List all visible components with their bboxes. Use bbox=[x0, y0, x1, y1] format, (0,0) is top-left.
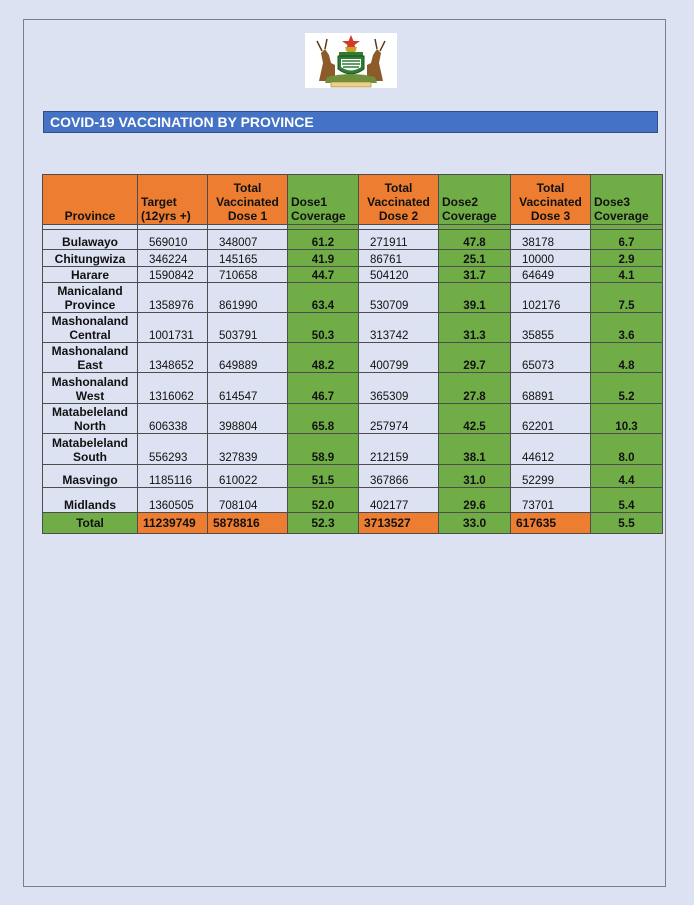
target-cell: 1590842 bbox=[138, 267, 208, 283]
dose2-total-cell: 367866 bbox=[359, 465, 439, 488]
dose1-coverage-cell: 44.7 bbox=[288, 267, 359, 283]
province-cell: Midlands bbox=[43, 488, 138, 513]
dose2-coverage-cell: 42.5 bbox=[439, 404, 511, 434]
report-title: COVID-19 VACCINATION BY PROVINCE bbox=[43, 111, 658, 133]
dose1-total-cell: 610022 bbox=[208, 465, 288, 488]
dose1-total-cell: 503791 bbox=[208, 313, 288, 343]
dose3-coverage-cell: 4.4 bbox=[591, 465, 663, 488]
dose1-total-cell: 327839 bbox=[208, 434, 288, 465]
dose2-total-cell: 365309 bbox=[359, 373, 439, 404]
dose3-total-cell: 73701 bbox=[511, 488, 591, 513]
header-dose1-total: Total Vaccinated Dose 1 bbox=[208, 175, 288, 225]
province-cell: Bulawayo bbox=[43, 230, 138, 250]
table-row bbox=[43, 313, 663, 343]
province-cell: Masvingo bbox=[43, 465, 138, 488]
province-cell: Mashonaland West bbox=[43, 373, 138, 404]
target-cell: 569010 bbox=[138, 230, 208, 250]
total-dose1: 5878816 bbox=[208, 513, 288, 534]
dose2-total-cell: 257974 bbox=[359, 404, 439, 434]
dose2-total-cell: 504120 bbox=[359, 267, 439, 283]
dose2-total-cell: 271911 bbox=[359, 230, 439, 250]
dose2-total-cell: 212159 bbox=[359, 434, 439, 465]
dose2-coverage-cell: 39.1 bbox=[439, 283, 511, 313]
dose2-coverage-cell: 29.6 bbox=[439, 488, 511, 513]
dose3-coverage-cell: 6.7 bbox=[591, 230, 663, 250]
dose2-coverage-cell: 27.8 bbox=[439, 373, 511, 404]
table-row bbox=[43, 465, 663, 488]
dose3-coverage-cell: 2.9 bbox=[591, 250, 663, 267]
dose1-coverage-cell: 58.9 bbox=[288, 434, 359, 465]
table-row bbox=[43, 267, 663, 283]
province-cell: Harare bbox=[43, 267, 138, 283]
dose2-coverage-cell: 38.1 bbox=[439, 434, 511, 465]
table-row bbox=[43, 283, 663, 313]
target-cell: 1348652 bbox=[138, 343, 208, 373]
target-cell: 556293 bbox=[138, 434, 208, 465]
dose1-total-cell: 398804 bbox=[208, 404, 288, 434]
table-row bbox=[43, 250, 663, 267]
target-cell: 606338 bbox=[138, 404, 208, 434]
table-row bbox=[43, 230, 663, 250]
dose1-coverage-cell: 51.5 bbox=[288, 465, 359, 488]
total-dose2: 3713527 bbox=[359, 513, 439, 534]
dose2-total-cell: 313742 bbox=[359, 313, 439, 343]
target-cell: 1185116 bbox=[138, 465, 208, 488]
dose3-total-cell: 64649 bbox=[511, 267, 591, 283]
province-cell: Matabeleland South bbox=[43, 434, 138, 465]
dose1-total-cell: 614547 bbox=[208, 373, 288, 404]
dose2-coverage-cell: 31.7 bbox=[439, 267, 511, 283]
total-row bbox=[43, 513, 663, 534]
dose3-total-cell: 10000 bbox=[511, 250, 591, 267]
header-dose3-coverage: Dose3 Coverage bbox=[591, 175, 663, 225]
dose2-total-cell: 86761 bbox=[359, 250, 439, 267]
dose1-total-cell: 708104 bbox=[208, 488, 288, 513]
target-cell: 1001731 bbox=[138, 313, 208, 343]
header-dose3-total: Total Vaccinated Dose 3 bbox=[511, 175, 591, 225]
dose3-coverage-cell: 4.8 bbox=[591, 343, 663, 373]
dose3-coverage-cell: 8.0 bbox=[591, 434, 663, 465]
dose3-total-cell: 38178 bbox=[511, 230, 591, 250]
table-row bbox=[43, 404, 663, 434]
total-dose3: 617635 bbox=[511, 513, 591, 534]
dose1-coverage-cell: 48.2 bbox=[288, 343, 359, 373]
dose1-total-cell: 861990 bbox=[208, 283, 288, 313]
province-cell: Mashonaland East bbox=[43, 343, 138, 373]
vaccination-table bbox=[42, 174, 663, 534]
dose1-coverage-cell: 50.3 bbox=[288, 313, 359, 343]
zimbabwe-coat-of-arms-icon bbox=[305, 33, 397, 88]
table-row bbox=[43, 488, 663, 513]
dose1-total-cell: 710658 bbox=[208, 267, 288, 283]
dose3-total-cell: 52299 bbox=[511, 465, 591, 488]
dose1-coverage-cell: 52.0 bbox=[288, 488, 359, 513]
dose1-total-cell: 649889 bbox=[208, 343, 288, 373]
target-cell: 346224 bbox=[138, 250, 208, 267]
dose2-total-cell: 530709 bbox=[359, 283, 439, 313]
dose2-total-cell: 400799 bbox=[359, 343, 439, 373]
dose2-coverage-cell: 31.3 bbox=[439, 313, 511, 343]
header-row bbox=[43, 175, 663, 225]
province-cell: Manicaland Province bbox=[43, 283, 138, 313]
dose3-total-cell: 35855 bbox=[511, 313, 591, 343]
dose1-coverage-cell: 41.9 bbox=[288, 250, 359, 267]
dose1-coverage-cell: 63.4 bbox=[288, 283, 359, 313]
province-cell: Matabeleland North bbox=[43, 404, 138, 434]
table-row bbox=[43, 343, 663, 373]
dose3-total-cell: 62201 bbox=[511, 404, 591, 434]
header-dose2-total: Total Vaccinated Dose 2 bbox=[359, 175, 439, 225]
total-dose1-coverage: 52.3 bbox=[288, 513, 359, 534]
province-cell: Mashonaland Central bbox=[43, 313, 138, 343]
header-dose2-coverage: Dose2 Coverage bbox=[439, 175, 511, 225]
dose1-coverage-cell: 46.7 bbox=[288, 373, 359, 404]
total-target: 11239749 bbox=[138, 513, 208, 534]
dose3-total-cell: 102176 bbox=[511, 283, 591, 313]
total-dose2-coverage: 33.0 bbox=[439, 513, 511, 534]
dose1-coverage-cell: 65.8 bbox=[288, 404, 359, 434]
dose1-total-cell: 145165 bbox=[208, 250, 288, 267]
header-target: Target (12yrs +) bbox=[138, 175, 208, 225]
dose3-coverage-cell: 3.6 bbox=[591, 313, 663, 343]
dose3-coverage-cell: 7.5 bbox=[591, 283, 663, 313]
header-province: Province bbox=[43, 175, 138, 225]
total-dose3-coverage: 5.5 bbox=[591, 513, 663, 534]
dose3-total-cell: 68891 bbox=[511, 373, 591, 404]
dose2-coverage-cell: 25.1 bbox=[439, 250, 511, 267]
dose2-coverage-cell: 29.7 bbox=[439, 343, 511, 373]
dose1-coverage-cell: 61.2 bbox=[288, 230, 359, 250]
province-cell: Chitungwiza bbox=[43, 250, 138, 267]
dose2-total-cell: 402177 bbox=[359, 488, 439, 513]
header-dose1-coverage: Dose1 Coverage bbox=[288, 175, 359, 225]
dose3-coverage-cell: 5.4 bbox=[591, 488, 663, 513]
target-cell: 1358976 bbox=[138, 283, 208, 313]
total-label: Total bbox=[43, 513, 138, 534]
dose3-coverage-cell: 5.2 bbox=[591, 373, 663, 404]
table-row bbox=[43, 373, 663, 404]
dose3-coverage-cell: 10.3 bbox=[591, 404, 663, 434]
dose3-coverage-cell: 4.1 bbox=[591, 267, 663, 283]
dose1-total-cell: 348007 bbox=[208, 230, 288, 250]
target-cell: 1360505 bbox=[138, 488, 208, 513]
table-row bbox=[43, 434, 663, 465]
target-cell: 1316062 bbox=[138, 373, 208, 404]
dose2-coverage-cell: 31.0 bbox=[439, 465, 511, 488]
dose3-total-cell: 65073 bbox=[511, 343, 591, 373]
dose3-total-cell: 44612 bbox=[511, 434, 591, 465]
dose2-coverage-cell: 47.8 bbox=[439, 230, 511, 250]
